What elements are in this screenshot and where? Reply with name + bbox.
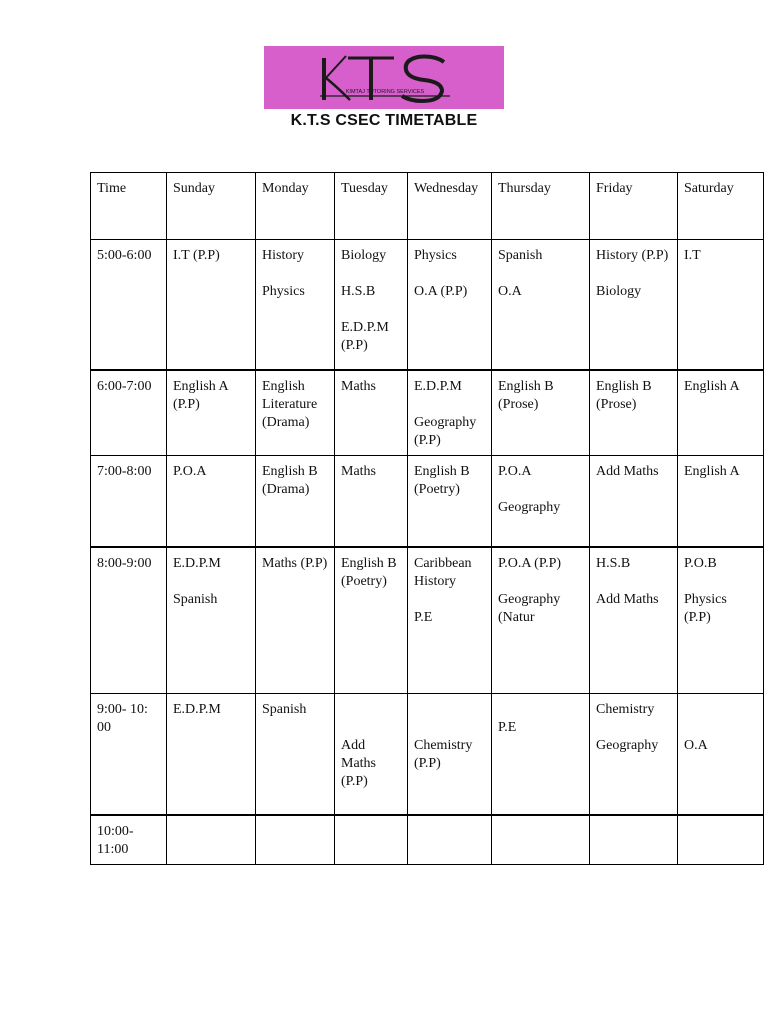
- subject-entry: English B (Prose): [498, 378, 554, 412]
- timetable-cell: [408, 240, 492, 370]
- timetable-cell: [256, 815, 335, 865]
- timetable-cell: [678, 456, 764, 547]
- subject-entry: Add Maths (P.P): [341, 738, 376, 789]
- timetable-cell: [335, 370, 408, 456]
- time-slot: 6:00-7:00: [91, 370, 167, 456]
- timetable-cell: [408, 547, 492, 694]
- subject-entry: P.O.A: [173, 464, 207, 479]
- timetable-cell: [678, 240, 764, 370]
- timetable-cell: [167, 547, 256, 694]
- subject-entry: Geography: [498, 500, 561, 515]
- timetable-cell: [335, 694, 408, 815]
- subject-entry: Physics (P.P): [684, 591, 727, 625]
- subject-entry: E.D.P.M (P.P): [341, 320, 389, 353]
- subject-entry: Spanish: [498, 248, 543, 263]
- subject-entry: P.E: [498, 720, 517, 735]
- subject-entry: English B (Prose): [596, 378, 652, 412]
- timetable-row: [91, 370, 764, 456]
- subject-entry: O.A: [684, 738, 708, 753]
- timetable-cell: [492, 456, 590, 547]
- kts-logo-mark: [264, 46, 504, 109]
- page-title: K.T.S CSEC TIMETABLE: [290, 112, 478, 129]
- timetable-cell: [408, 815, 492, 865]
- timetable-header-row: [91, 173, 764, 240]
- timetable-cell: [590, 240, 678, 370]
- subject-entry: Biology: [596, 284, 642, 299]
- subject-entry: Add Maths: [596, 464, 659, 479]
- subject-entry: E.D.P.M: [173, 702, 221, 717]
- subject-entry: English B (Poetry): [341, 555, 397, 589]
- subject-entry: I.T: [684, 248, 701, 263]
- subject-entry: Biology: [341, 248, 387, 263]
- logo-tagline: KIMTAJ TUTORING SERVICES: [345, 89, 425, 95]
- timetable-cell: [678, 694, 764, 815]
- timetable-cell: [335, 240, 408, 370]
- subject-entry: P.O.A (P.P): [498, 555, 562, 571]
- timetable-cell: [678, 370, 764, 456]
- timetable-cell: [678, 547, 764, 694]
- timetable-cell: [590, 815, 678, 865]
- timetable-cell: [408, 370, 492, 456]
- time-slot: 8:00-9:00: [91, 547, 167, 694]
- kts-logo: [264, 46, 504, 109]
- subject-entry: Maths: [341, 378, 376, 394]
- subject-entry: History (P.P): [596, 248, 669, 263]
- timetable-cell: [256, 547, 335, 694]
- subject-entry: History: [262, 248, 304, 263]
- subject-entry: English A (P.P): [173, 378, 228, 412]
- column-header: Saturday: [678, 173, 764, 240]
- timetable-cell: [167, 815, 256, 865]
- column-header: Wednesday: [408, 173, 492, 240]
- subject-entry: English A: [684, 378, 740, 394]
- subject-entry: Chemistry: [596, 702, 655, 717]
- column-header: Thursday: [492, 173, 590, 240]
- timetable-cell: [492, 815, 590, 865]
- time-slot: 7:00-8:00: [91, 456, 167, 547]
- timetable-row: [91, 815, 764, 865]
- subject-entry: English Literature (Drama): [262, 378, 318, 430]
- timetable-cell: [492, 370, 590, 456]
- subject-entry: Maths: [341, 464, 376, 479]
- subject-entry: Spanish: [173, 591, 218, 607]
- timetable-cell: [256, 456, 335, 547]
- timetable-cell: [492, 694, 590, 815]
- subject-entry: P.E: [414, 609, 433, 625]
- column-header: Tuesday: [335, 173, 408, 240]
- timetable-cell: [256, 370, 335, 456]
- timetable-cell: [167, 370, 256, 456]
- time-slot: 10:00- 11:00: [91, 815, 167, 865]
- timetable: [90, 172, 764, 865]
- timetable-cell: [335, 456, 408, 547]
- subject-entry: Physics: [262, 284, 305, 299]
- subject-entry: Geography (P.P): [414, 414, 477, 448]
- column-header: Time: [91, 173, 167, 240]
- subject-entry: O.A: [498, 284, 522, 299]
- timetable-cell: [335, 815, 408, 865]
- timetable-cell: [492, 240, 590, 370]
- subject-entry: H.S.B: [596, 555, 631, 571]
- column-header: Monday: [256, 173, 335, 240]
- subject-entry: P.O.B: [684, 555, 717, 571]
- timetable-cell: [167, 694, 256, 815]
- subject-entry: English A: [684, 464, 740, 479]
- timetable-cell: [408, 694, 492, 815]
- timetable-cell: [590, 694, 678, 815]
- timetable-cell: [590, 370, 678, 456]
- timetable-cell: [256, 694, 335, 815]
- timetable-row: [91, 456, 764, 547]
- subject-entry: E.D.P.M: [173, 555, 221, 571]
- subject-entry: Spanish: [262, 702, 307, 717]
- subject-entry: Physics: [414, 248, 457, 263]
- subject-entry: P.O.A: [498, 464, 532, 479]
- timetable-cell: [408, 456, 492, 547]
- subject-entry: I.T (P.P): [173, 248, 220, 263]
- column-header: Sunday: [167, 173, 256, 240]
- timetable-cell: [590, 547, 678, 694]
- subject-entry: Caribbean History: [414, 555, 472, 589]
- timetable-cell: [678, 815, 764, 865]
- timetable-cell: [590, 456, 678, 547]
- subject-entry: Geography (Natur: [498, 591, 561, 625]
- subject-entry: Chemistry (P.P): [414, 738, 473, 771]
- subject-entry: English B (Drama): [262, 464, 318, 497]
- subject-entry: Geography: [596, 738, 659, 753]
- timetable-row: [91, 240, 764, 370]
- timetable-cell: [167, 456, 256, 547]
- subject-entry: English B (Poetry): [414, 464, 470, 497]
- subject-entry: Maths (P.P): [262, 555, 328, 571]
- timetable-row: [91, 694, 764, 815]
- subject-entry: O.A (P.P): [414, 284, 468, 299]
- subject-entry: H.S.B: [341, 284, 376, 299]
- timetable-cell: [492, 547, 590, 694]
- timetable-cell: [167, 240, 256, 370]
- time-slot: 9:00- 10: 00: [91, 694, 167, 815]
- subject-entry: Add Maths: [596, 591, 659, 607]
- timetable-cell: [256, 240, 335, 370]
- timetable-row: [91, 547, 764, 694]
- timetable-cell: [335, 547, 408, 694]
- column-header: Friday: [590, 173, 678, 240]
- subject-entry: E.D.P.M: [414, 378, 462, 394]
- time-slot: 5:00-6:00: [91, 240, 167, 370]
